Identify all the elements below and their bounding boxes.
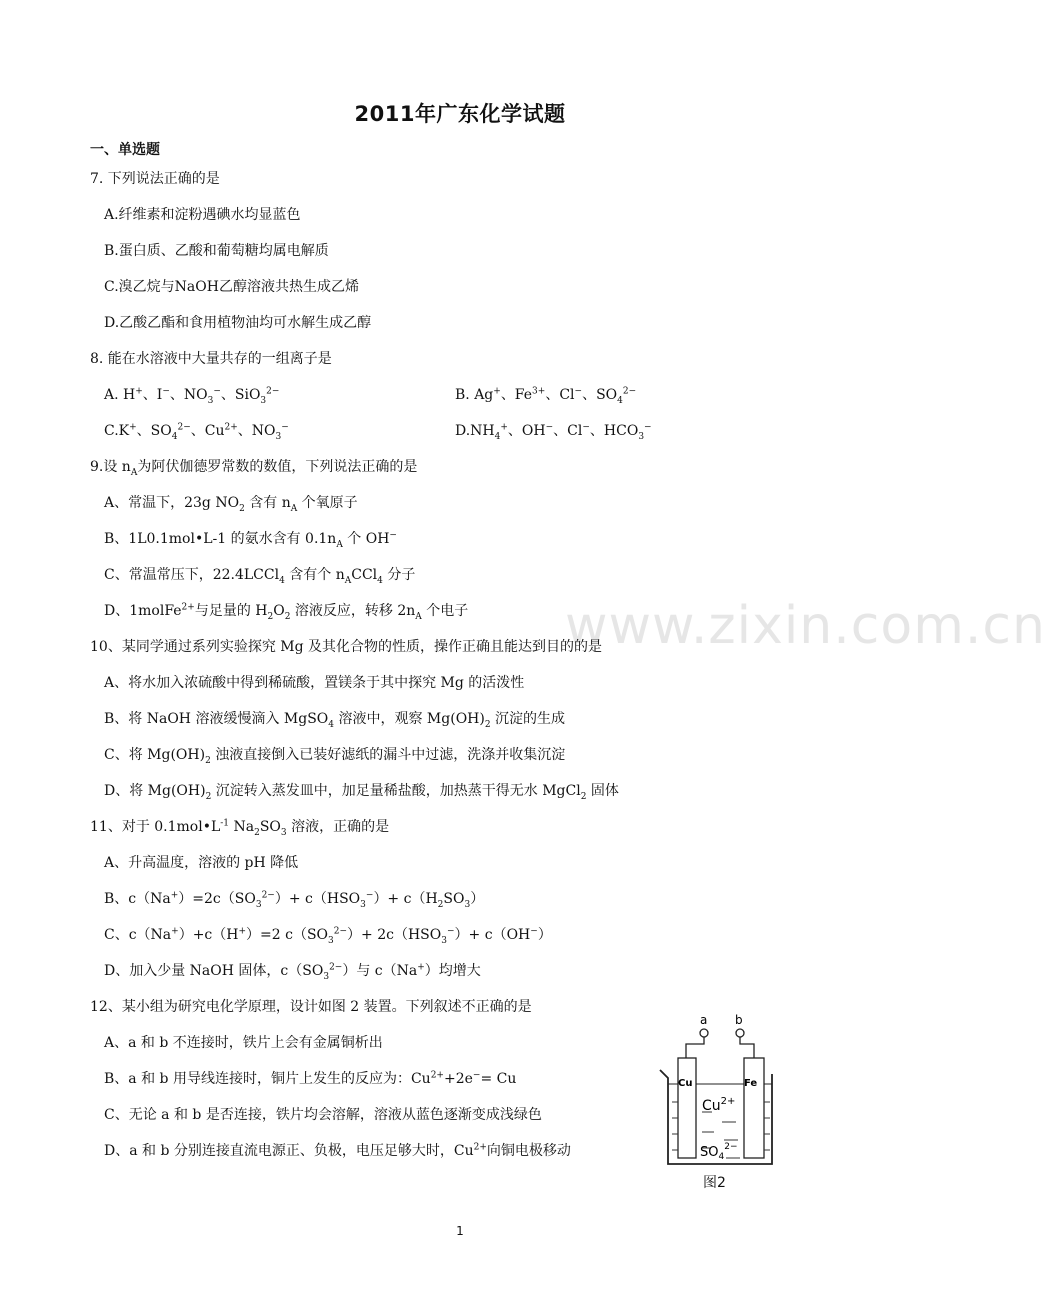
question-12-option-a: A、a 和 b 不连接时，铁片上会有金属铜析出: [104, 1035, 383, 1051]
wire-b: [740, 1037, 754, 1058]
question-8-option-a: A. H+、I−、$NO_3^-$、SiO$_3^{2-}$: [104, 386, 280, 406]
figure-2-caption: 图2: [703, 1175, 726, 1191]
question-9-option-b: B、1L0.1mol•L-1 的氨水含有 $0.1n_A$ 个 OH−: [104, 530, 397, 550]
question-9-stem: 9.设 $n_A$为阿伏伽德罗常数的数值，下列说法正确的是: [90, 459, 418, 478]
iron-label: Fe: [744, 1078, 758, 1089]
figure-2-cell-diagram: [656, 1014, 780, 1174]
question-7-option-d: D.乙酸乙酯和食用植物油均可水解生成乙醇: [104, 315, 372, 331]
sulfate-ion-label: $SO_4^{2-}$: [700, 1142, 738, 1162]
question-8-option-b: B. Ag+、$Fe^{3+}$、Cl−、$SO_4^{2-}$: [455, 386, 637, 406]
question-8-stem: 8. 能在水溶液中大量共存的一组离子是: [90, 351, 332, 367]
question-7-option-c: C.溴乙烷与NaOH乙醇溶液共热生成乙烯: [104, 279, 359, 295]
question-8-option-d: $D.NH_4^+$、OH−、Cl−、$HCO_3^-$: [455, 422, 652, 442]
question-12-option-c: C、无论 a 和 b 是否连接，铁片均会溶解，溶液从蓝色逐渐变成浅绿色: [104, 1107, 542, 1123]
question-12-stem: 12、某小组为研究电化学原理，设计如图 2 装置。下列叙述不正确的是: [90, 999, 532, 1015]
question-11-option-c: C、c（Na+）+c（H+）=2 $c(SO_3^{2-})+ 2c(HSO_3^-)+ c(OH^-)$: [104, 926, 552, 946]
section-heading: 一、单选题: [90, 142, 160, 158]
terminal-a: [700, 1029, 708, 1037]
question-10-stem: 10、某同学通过系列实验探究 Mg 及其化合物的性质，操作正确且能达到目的的是: [90, 639, 603, 655]
question-10-option-b: B、将 NaOH 溶液缓慢滴入 MgSO$_4$ 溶液中，观察 $Mg(OH)_2$ 沉淀的生成: [104, 711, 566, 730]
question-8-option-c: C.K+、$SO_4^{2-}$、$Cu^{2+}$、$NO_3^-$: [104, 422, 289, 442]
copper-electrode: [678, 1058, 696, 1158]
question-12-option-d: D、a 和 b 分别连接直流电源正、负极，电压足够大时，$Cu^{2+}$向铜电极移动: [104, 1142, 571, 1159]
question-7-option-b: B.蛋白质、乙酸和葡萄糖均属电解质: [104, 243, 329, 259]
terminal-a-label: a: [700, 1013, 708, 1027]
terminal-b-label: b: [735, 1013, 743, 1027]
question-10-option-c: C、将 $Mg(OH)_2$ 浊液直接倒入已装好滤纸的漏斗中过滤，洗涤并收集沉淀: [104, 747, 566, 766]
question-10-option-d: D、将 $Mg(OH)_2$ 沉淀转入蒸发皿中，加足量稀盐酸，加热蒸干得无水 MgCl$_2$ 固体: [104, 783, 619, 802]
question-7-option-a: A.纤维素和淀粉遇碘水均显蓝色: [104, 207, 301, 223]
question-9-option-a: A、常温下，23g $NO_2$ 含有 $n_A$ 个氧原子: [104, 495, 358, 514]
question-9-option-d: D、1molFe$^{2+}$与足量的 $H_2O_2$ 溶液反应，转移 $2n_A$ 个电子: [104, 602, 469, 622]
copper-label: Cu: [678, 1078, 693, 1089]
iron-electrode: [744, 1058, 764, 1158]
question-9-option-c: C、常温常压下，22.4LCCl$_4$ 含有个 $n_ACCl_4$ 分子: [104, 567, 416, 586]
wire-a: [686, 1037, 704, 1058]
question-11-stem: 11、对于 $0.1mol•L^{-1}$ $Na_2SO_3$ 溶液，正确的是: [90, 818, 390, 838]
terminal-b: [736, 1029, 744, 1037]
question-12-option-b: B、a 和 b 用导线连接时，铜片上发生的反应为：$Cu^{2+}+2e^-= Cu$: [104, 1070, 517, 1087]
page-number: 1: [456, 1224, 464, 1238]
question-10-option-a: A、将水加入浓硫酸中得到稀硫酸，置镁条于其中探究 Mg 的活泼性: [104, 675, 525, 691]
question-7-stem: 7. 下列说法正确的是: [90, 171, 220, 187]
page-title: 2011年广东化学试题: [354, 102, 566, 126]
copper-ion-label: $Cu^{2+}$: [702, 1096, 736, 1114]
question-11-option-b: B、$c(Na^+)=2c(SO_3^{2-})+ c(HSO_3^-)+ c(H_2SO_3)$: [104, 890, 485, 910]
question-11-option-d: D、加入少量 NaOH 固体，$c(SO_3^{2-})$与 c（Na+）均增大: [104, 962, 481, 982]
question-11-option-a: A、升高温度，溶液的 pH 降低: [104, 855, 299, 871]
watermark: www.zixin.com.cn: [565, 596, 1046, 656]
